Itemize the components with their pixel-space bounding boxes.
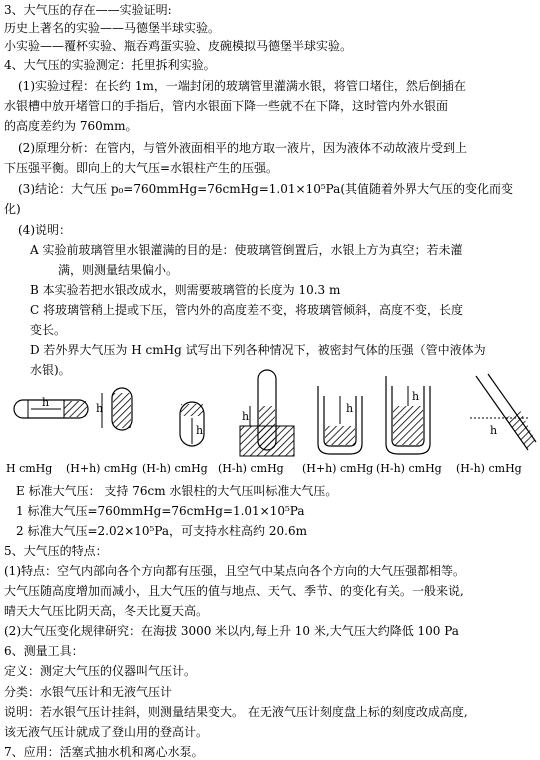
text-line: A 实验前玻璃管里水银灌满的目的是：使玻璃管倒置后，水银上方为真空；若未灌 — [30, 243, 463, 257]
tube-label: (H-h) cmHg — [142, 462, 208, 475]
h-label: h — [346, 402, 354, 415]
text-line: 化) — [4, 202, 21, 216]
tube-diagrams — [0, 366, 540, 466]
text-line: (2)大气压变化规律研究：在海拔 3000 米以内,每上升 10 米,大气压大约降低 100 Pa — [4, 624, 459, 638]
text-line: (1)特点：空气内部向各个方向都有压强，且空气中某点向各个方向的大气压强都相等。 — [4, 564, 466, 578]
text-line: 5、大气压的特点： — [4, 544, 108, 558]
h-label: h — [490, 424, 498, 437]
text-line: (2)原理分析：在管内，与管外液面相平的地方取一液片，因为液体不动故液片受到上 — [18, 141, 468, 155]
text-line: C 将玻璃管稍上提或下压，管内外的高度差不变，将玻璃管倾斜，高度不变，长度 — [30, 303, 463, 317]
u-tube-2 — [386, 376, 430, 454]
tube-vertical-up — [180, 402, 204, 446]
text-line: B 本实验若把水银改成水，则需要玻璃管的长度为 10.3 m — [30, 283, 341, 297]
tube-label: (H-h) cmHg — [376, 462, 442, 475]
text-line: (1)实验过程：在长约 1m，一端封闭的玻璃管里灌满水银，将管口堵住，然后倒插在 — [18, 79, 466, 93]
text-line: E 标准大气压： 支持 76cm 水银柱的大气压叫标准大气压。 — [16, 484, 338, 498]
text-line: 1 标准大气压=760mmHg=76cmHg=1.01×10⁵Pa — [16, 504, 305, 518]
text-line: 晴天大气压比阴天高，冬天比夏天高。 — [4, 604, 209, 618]
text-line: 小实验——覆杯实验、瓶吞鸡蛋实验、皮碗模拟马德堡半球实验。 — [4, 39, 353, 53]
text-line: 7、应用：活塞式抽水机和离心水泵。 — [4, 745, 204, 759]
text-line: 历史上著名的实验——马德堡半球实验。 — [4, 21, 221, 35]
text-line: 分类：水银气压计和无液气压计 — [4, 685, 173, 699]
text-line: 大气压随高度增加而减小，且大气压的值与地点、天气、季节、的变化有关。一般来说, — [4, 584, 464, 598]
h-label: h — [96, 402, 104, 415]
text-line: 变长。 — [30, 323, 67, 337]
text-line: 水银槽中放开堵管口的手指后，管内水银面下降一些就不在下降，这时管内外水银面 — [4, 99, 449, 113]
tube-label: (H-h) cmHg — [218, 462, 284, 475]
text-line: 该无液气压计就成了登山用的登高计。 — [4, 725, 209, 739]
text-line: 2 标准大气压=2.02×10⁵Pa，可支持水柱高约 20.6m — [16, 524, 307, 538]
tube-inclined — [470, 374, 536, 450]
h-label: h — [242, 410, 250, 423]
text-line: 6、测量工具： — [4, 644, 84, 658]
text-line: D 若外界大气压为 H cmHg 试写出下列各种情况下，被密封气体的压强（管中液体为 — [30, 343, 486, 357]
text-line: 说明：若水银气压计挂斜，则测量结果变大。 在无液气压计刻度盘上标的刻度改成高度, — [4, 705, 468, 719]
tube-label: H cmHg — [6, 462, 53, 475]
text-line: (3)结论：大气压 p₀=760mmHg=76cmHg=1.01×10⁵Pa(其值随着外界大气压的变化而变 — [18, 182, 514, 196]
text-line: (4)说明： — [18, 223, 71, 237]
h-label: h — [42, 396, 50, 409]
tube-label: (H-h) cmHg — [456, 462, 522, 475]
h-label: h — [412, 390, 420, 403]
text-line: 的高度差约为 760mm。 — [4, 119, 138, 133]
text-line: 下压强平衡。即向上的大气压=水银柱产生的压强。 — [4, 161, 279, 175]
text-line: 满，则测量结果偏小。 — [58, 263, 179, 277]
text-line: 3、大气压的存在——实验证明: — [4, 3, 172, 17]
tube-label: (H+h) cmHg — [302, 462, 374, 475]
text-line: 水银)。 — [30, 363, 71, 377]
tube-label: (H+h) cmHg — [66, 462, 138, 475]
text-line: 定义：测定大气压的仪器叫气压计。 — [4, 664, 197, 678]
tube-in-trough — [240, 370, 294, 456]
text-line: 4、大气压的实验测定：托里拆利实验。 — [4, 58, 216, 72]
h-label: h — [196, 424, 204, 437]
tube-horizontal — [14, 396, 88, 418]
tube-vertical-down — [96, 388, 132, 430]
u-tube-1 — [318, 386, 362, 454]
